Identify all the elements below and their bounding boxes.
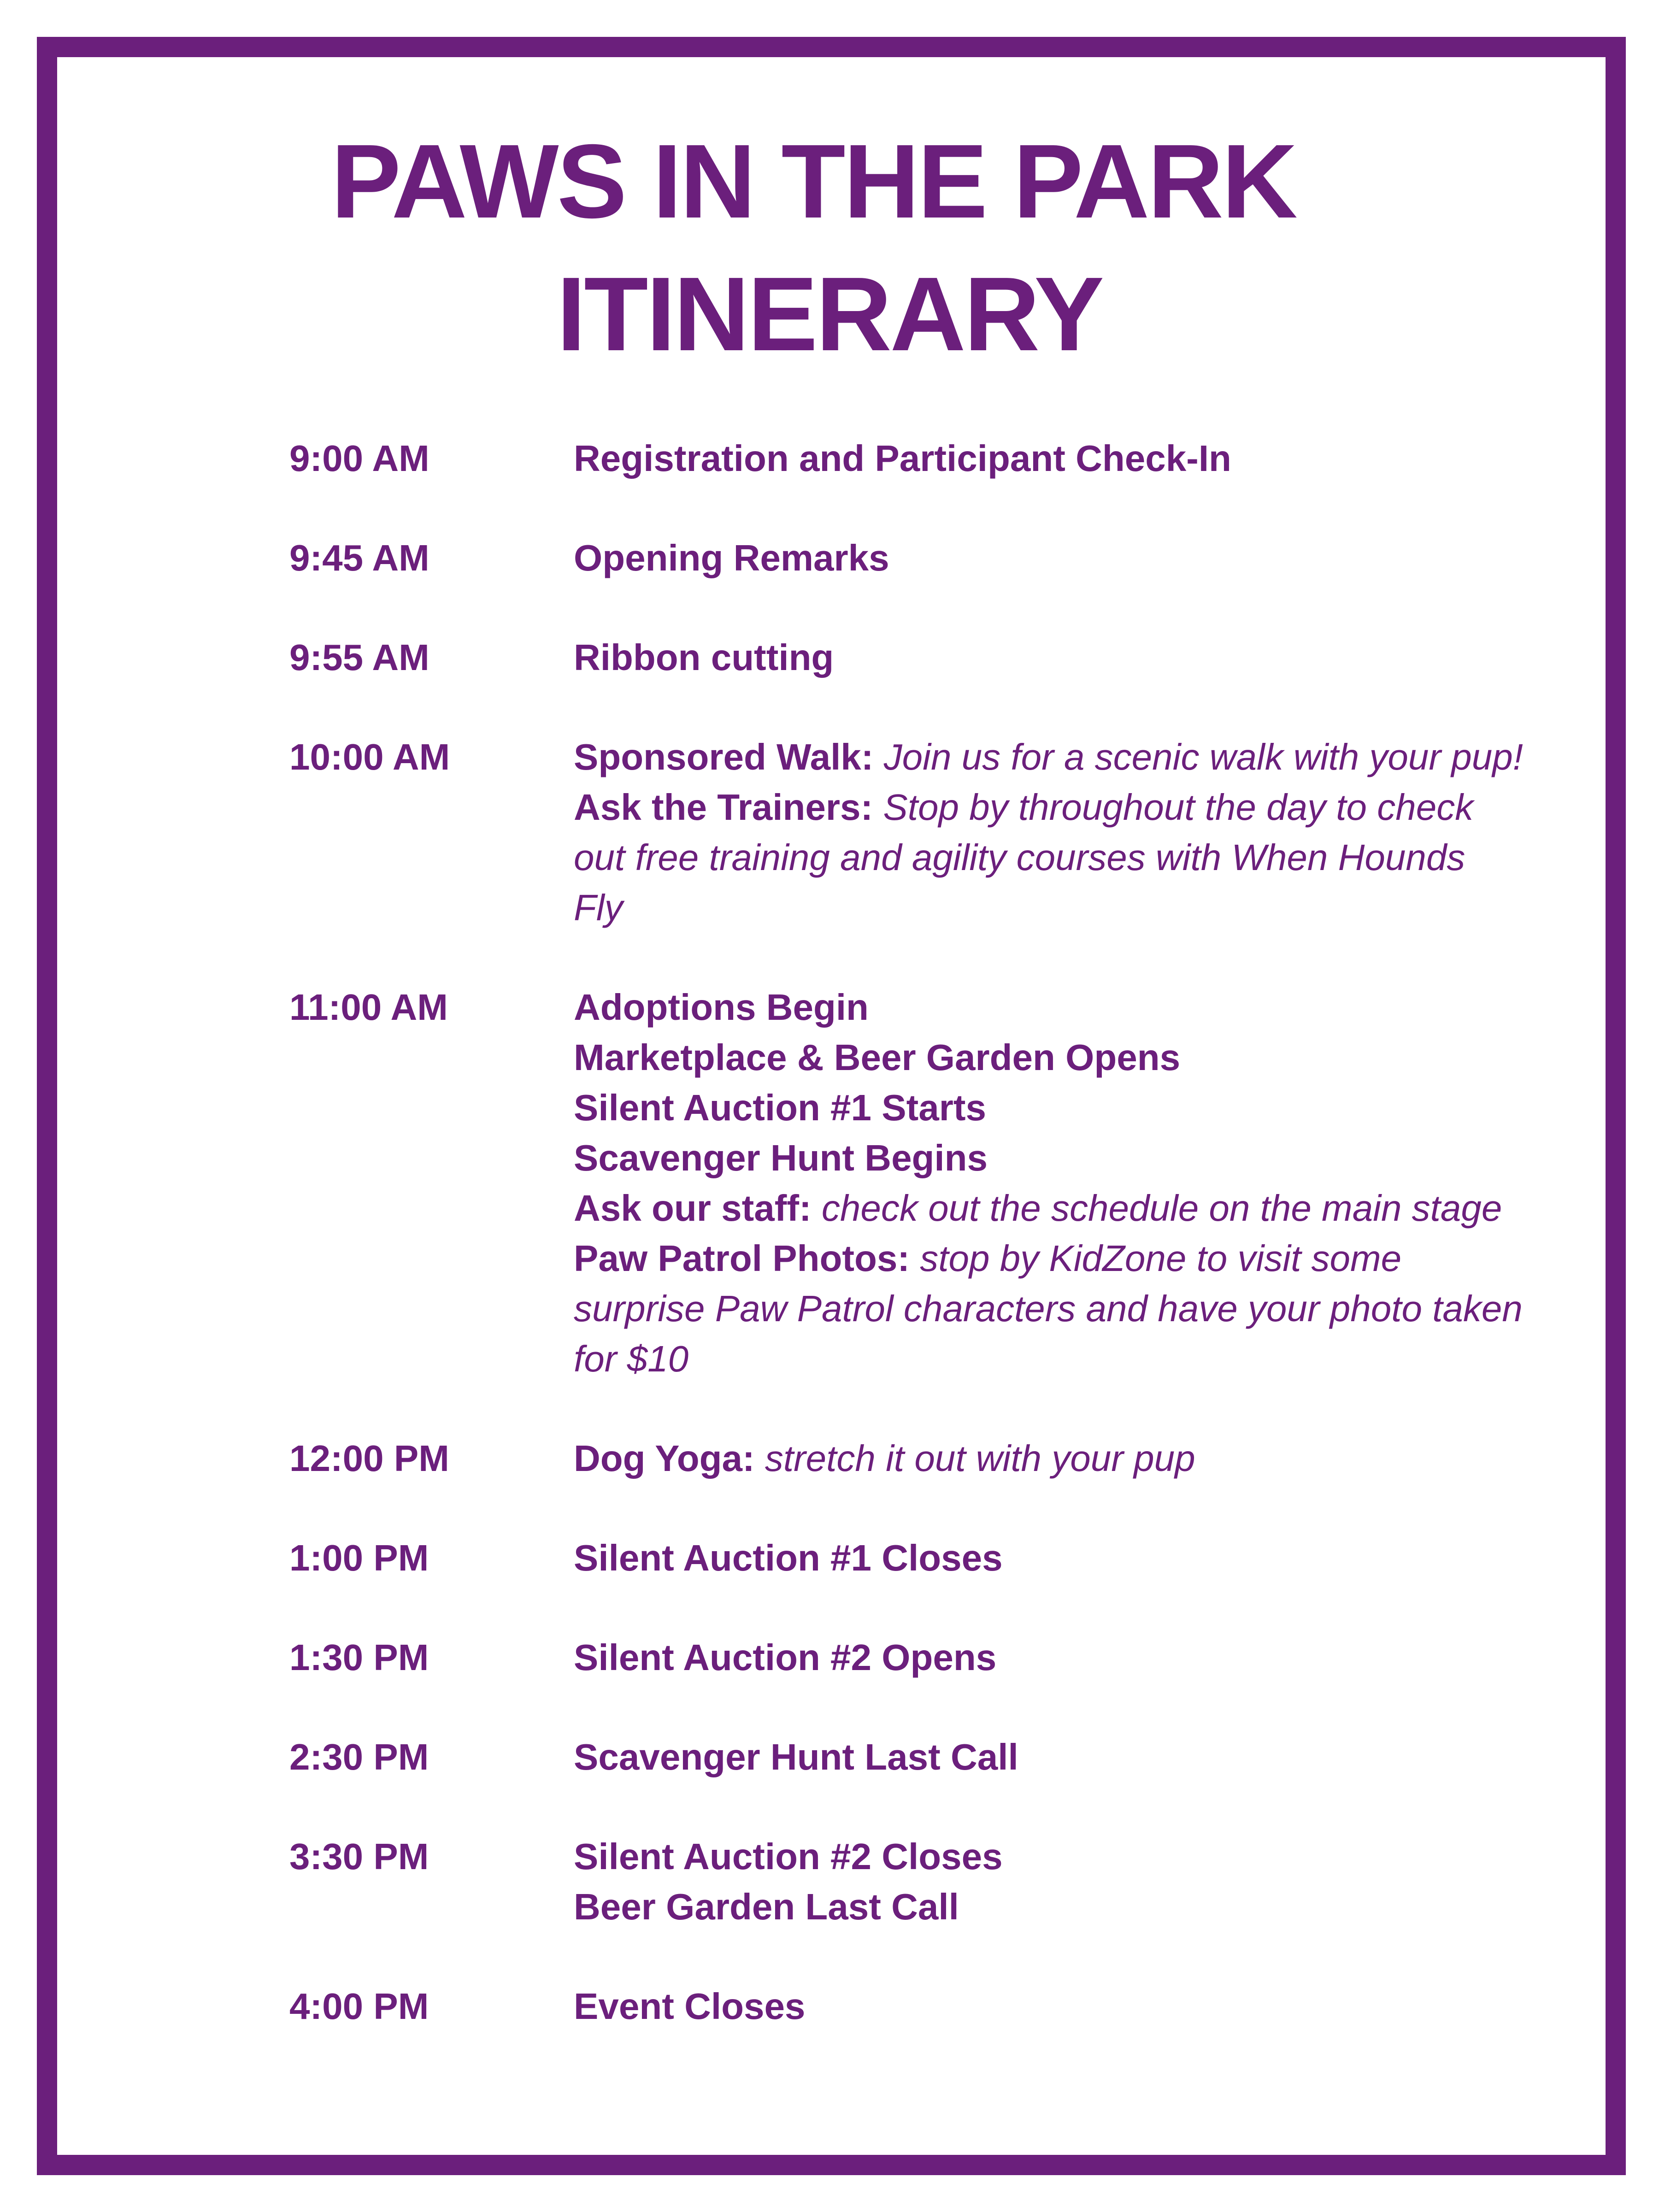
entry-label: Silent Auction #1 Starts <box>574 1087 986 1128</box>
slot-time: 9:55 AM <box>289 637 429 678</box>
slot-entries <box>574 1732 1523 1782</box>
slot-time: 11:00 AM <box>289 987 448 1028</box>
title-line-2: ITINERARY <box>556 256 1103 373</box>
schedule-slot <box>0 1732 1659 1782</box>
slot-time: 10:00 AM <box>289 736 450 777</box>
page-title <box>0 115 1659 381</box>
entry-label: Sponsored Walk: <box>574 736 874 777</box>
schedule-entry <box>574 1433 1523 1483</box>
slot-time: 1:30 PM <box>289 1637 429 1678</box>
schedule-entry <box>574 1882 1523 1932</box>
slot-entries <box>574 1533 1523 1583</box>
schedule-slot <box>0 732 1659 933</box>
schedule-entry <box>574 1831 1523 1882</box>
slot-time: 4:00 PM <box>289 1986 429 2027</box>
entry-label: Ask the Trainers: <box>574 787 873 828</box>
slot-time: 3:30 PM <box>289 1836 429 1877</box>
title-line-1: PAWS IN THE PARK <box>331 123 1296 240</box>
entry-description: Stop by throughout the day to check out free training and agility courses with When Hounds Fly <box>574 787 1474 928</box>
slot-time: 2:30 PM <box>289 1736 429 1777</box>
entry-description: stretch it out with your pup <box>765 1438 1195 1479</box>
entry-description: Join us for a scenic walk with your pup! <box>883 736 1523 777</box>
slot-entries <box>574 1433 1523 1483</box>
entry-label: Scavenger Hunt Begins <box>574 1137 988 1178</box>
entry-label: Dog Yoga: <box>574 1438 755 1479</box>
schedule-entry <box>574 982 1523 1032</box>
slot-entries <box>574 1981 1523 2031</box>
itinerary-schedule <box>0 433 1659 2081</box>
schedule-entry <box>574 1732 1523 1782</box>
schedule-slot <box>0 533 1659 583</box>
schedule-slot <box>0 1981 1659 2031</box>
slot-entries <box>574 433 1523 483</box>
slot-entries <box>574 533 1523 583</box>
schedule-slot <box>0 982 1659 1384</box>
slot-time: 1:00 PM <box>289 1537 429 1578</box>
schedule-entry <box>574 1632 1523 1683</box>
entry-label: Silent Auction #2 Closes <box>574 1836 1003 1877</box>
slot-entries <box>574 982 1523 1384</box>
entry-label: Beer Garden Last Call <box>574 1886 959 1927</box>
schedule-slot <box>0 1831 1659 1932</box>
slot-entries <box>574 732 1523 933</box>
schedule-entry <box>574 533 1523 583</box>
schedule-slot <box>0 1632 1659 1683</box>
schedule-entry <box>574 1183 1523 1233</box>
slot-time: 12:00 PM <box>289 1438 449 1479</box>
schedule-entry <box>574 732 1523 782</box>
entry-label: Paw Patrol Photos: <box>574 1238 910 1279</box>
entry-label: Silent Auction #2 Opens <box>574 1637 997 1678</box>
entry-label: Registration and Participant Check-In <box>574 438 1231 479</box>
slot-time: 9:00 AM <box>289 438 429 479</box>
entry-label: Opening Remarks <box>574 537 889 578</box>
entry-label: Marketplace & Beer Garden Opens <box>574 1037 1181 1078</box>
entry-label: Ask our staff: <box>574 1188 812 1229</box>
schedule-entry <box>574 1082 1523 1133</box>
entry-description: stop by KidZone to visit some surprise Paw Patrol characters and have your photo taken for $10 <box>574 1238 1523 1379</box>
entry-description: check out the schedule on the main stage <box>821 1188 1502 1229</box>
schedule-slot <box>0 1533 1659 1583</box>
entry-label: Adoptions Begin <box>574 987 869 1028</box>
schedule-slot <box>0 1433 1659 1483</box>
entry-label: Scavenger Hunt Last Call <box>574 1736 1018 1777</box>
entry-label: Event Closes <box>574 1986 806 2027</box>
schedule-entry <box>574 782 1523 933</box>
slot-entries <box>574 1831 1523 1932</box>
schedule-entry <box>574 1032 1523 1082</box>
schedule-entry <box>574 1133 1523 1183</box>
schedule-entry <box>574 1981 1523 2031</box>
schedule-slot <box>0 433 1659 483</box>
entry-label: Ribbon cutting <box>574 637 834 678</box>
entry-label: Silent Auction #1 Closes <box>574 1537 1003 1578</box>
schedule-entry <box>574 632 1523 682</box>
slot-entries <box>574 632 1523 682</box>
schedule-entry <box>574 1233 1523 1384</box>
schedule-entry <box>574 1533 1523 1583</box>
slot-time: 9:45 AM <box>289 537 429 578</box>
schedule-slot <box>0 632 1659 682</box>
schedule-entry <box>574 433 1523 483</box>
slot-entries <box>574 1632 1523 1683</box>
